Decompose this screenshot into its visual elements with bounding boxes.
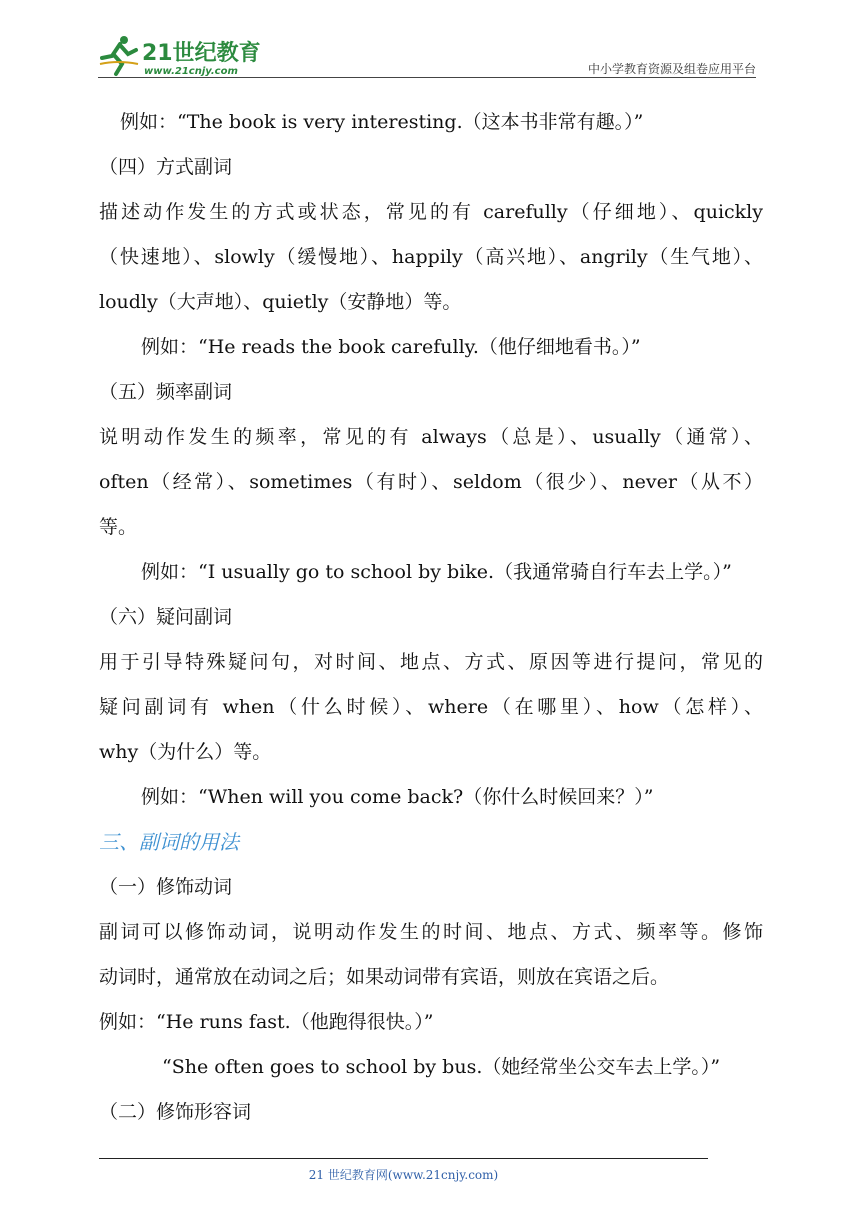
- paragraph-line: 疑问副词有 when（什么时候）、where（在哪里）、how（怎样）、: [99, 696, 763, 718]
- example-line: 例如：“He reads the book carefully.（他仔细地看书。）”: [141, 336, 641, 358]
- example-line: 例如：“I usually go to school by bike.（我通常骑自行车去上学。）”: [141, 561, 732, 583]
- header-rule: [98, 77, 756, 78]
- subheading-modify-adjectives: （二）修饰形容词: [99, 1101, 252, 1123]
- paragraph-line: 用于引导特殊疑问句，对时间、地点、方式、原因等进行提问，常见的: [99, 651, 763, 673]
- paragraph-line: 等。: [99, 516, 138, 538]
- footer-rule: [99, 1158, 708, 1159]
- document-body: [99, 100, 763, 1135]
- paragraph-line: 动词时，通常放在动词之后；如果动词带有宾语，则放在宾语之后。: [99, 966, 670, 988]
- logo-url: www.21cnjy.com: [144, 66, 238, 77]
- paragraph-line: why（为什么）等。: [99, 741, 272, 763]
- page-footer: 21 世纪教育网(www.21cnjy.com): [308, 1168, 499, 1182]
- paragraph-line: 副词可以修饰动词，说明动作发生的时间、地点、方式、频率等。修饰: [99, 921, 763, 943]
- page-header: [98, 30, 756, 80]
- paragraph-line: 说明动作发生的频率，常见的有 always（总是）、usually（通常）、: [99, 426, 763, 448]
- example-line: 例如：“The book is very interesting.（这本书非常有趣。）”: [120, 111, 644, 133]
- paragraph-line: loudly（大声地）、quietly（安静地）等。: [99, 291, 462, 313]
- subheading-manner-adverbs: （四）方式副词: [99, 156, 233, 178]
- site-logo: [98, 34, 268, 78]
- subheading-frequency-adverbs: （五）频率副词: [99, 381, 233, 403]
- header-tagline: 中小学教育资源及组卷应用平台: [587, 62, 756, 76]
- paragraph-line: 描述动作发生的方式或状态，常见的有 carefully（仔细地）、quickly: [99, 201, 763, 223]
- paragraph-line: （快速地）、slowly（缓慢地）、happily（高兴地）、angrily（生气地）、: [99, 246, 763, 268]
- paragraph-line: often（经常）、sometimes（有时）、seldom（很少）、never（从不）: [99, 471, 763, 493]
- example-line: 例如：“He runs fast.（他跑得很快。）”: [99, 1011, 434, 1033]
- subheading-modify-verbs: （一）修饰动词: [99, 876, 233, 898]
- example-line: “She often goes to school by bus.（她经常坐公交车去上学。）”: [162, 1056, 721, 1078]
- section-heading-usage: 三、副词的用法: [99, 830, 239, 854]
- subheading-interrogative-adverbs: （六）疑问副词: [99, 606, 233, 628]
- logo-title: 21世纪教育: [142, 41, 261, 66]
- example-line: 例如：“When will you come back?（你什么时候回来？）”: [141, 786, 654, 808]
- running-figure-icon: [100, 36, 138, 74]
